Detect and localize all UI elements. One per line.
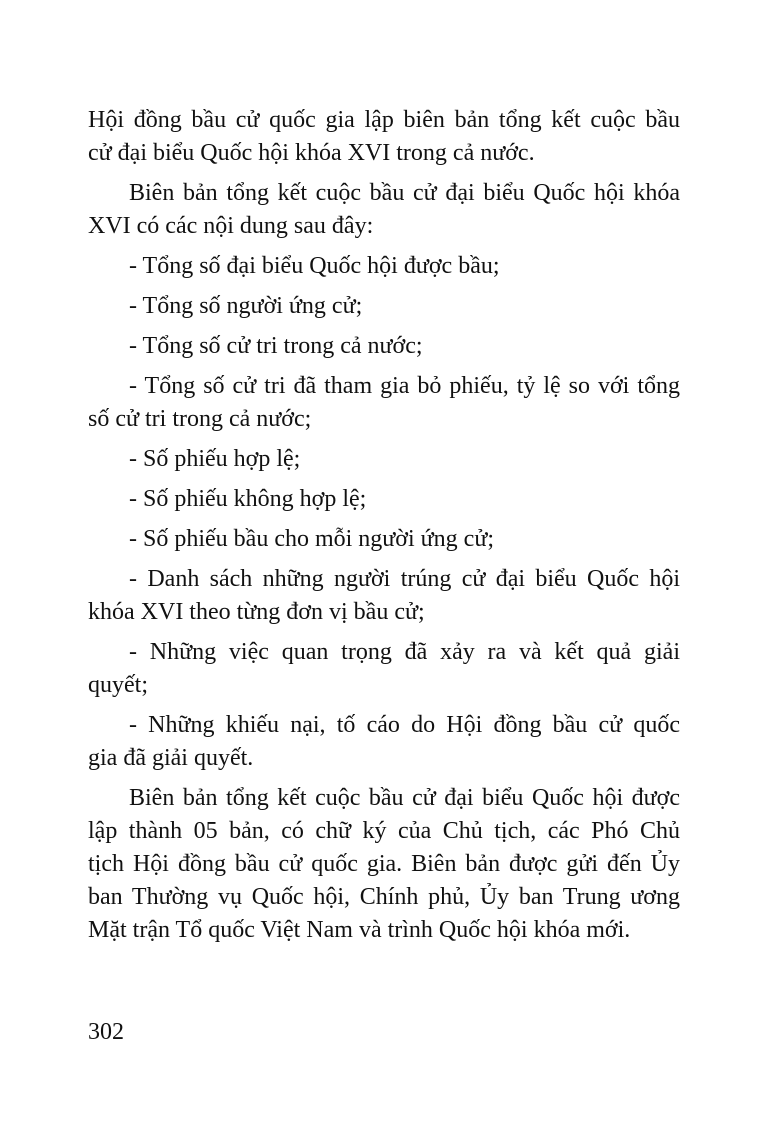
paragraph — [88, 290, 680, 323]
text-line: - Số phiếu hợp lệ; — [129, 446, 301, 472]
text-line: - Những việc quan trọng đã xảy ra và kết quả giải — [129, 639, 680, 665]
text-line: ban Thường vụ Quốc hội, Chính phủ, Ủy ban Trung ương — [88, 884, 680, 910]
page-body — [88, 104, 680, 954]
text-line: XVI có các nội dung sau đây: — [88, 213, 374, 239]
paragraph — [88, 250, 680, 283]
text-line: - Những khiếu nại, tố cáo do Hội đồng bầu cử quốc — [129, 712, 680, 738]
paragraph — [88, 370, 680, 436]
paragraph — [88, 177, 680, 243]
text-line: - Tổng số cử tri đã tham gia bỏ phiếu, tỷ lệ so với tổng — [129, 373, 680, 399]
text-line: khóa XVI theo từng đơn vị bầu cử; — [88, 599, 425, 625]
paragraph — [88, 523, 680, 556]
paragraph — [88, 709, 680, 775]
text-line: Biên bản tổng kết cuộc bầu cử đại biểu Quốc hội được — [129, 785, 680, 811]
text-line: - Số phiếu bầu cho mỗi người ứng cử; — [129, 526, 495, 552]
paragraph — [88, 330, 680, 363]
paragraph — [88, 782, 680, 947]
text-line: Biên bản tổng kết cuộc bầu cử đại biểu Quốc hội khóa — [129, 180, 680, 206]
text-line: quyết; — [88, 672, 148, 698]
text-line: - Tổng số đại biểu Quốc hội được bầu; — [129, 253, 500, 279]
text-line: Mặt trận Tổ quốc Việt Nam và trình Quốc hội khóa mới. — [88, 917, 631, 943]
paragraph — [88, 636, 680, 702]
paragraph — [88, 483, 680, 516]
text-line: - Danh sách những người trúng cử đại biểu Quốc hội — [129, 566, 680, 592]
text-line: Hội đồng bầu cử quốc gia lập biên bản tổng kết cuộc bầu — [88, 107, 680, 133]
page-number: 302 — [88, 1019, 124, 1045]
text-line: tịch Hội đồng bầu cử quốc gia. Biên bản được gửi đến Ủy — [88, 851, 680, 877]
text-line: lập thành 05 bản, có chữ ký của Chủ tịch, các Phó Chủ — [88, 818, 680, 844]
text-line: - Tổng số người ứng cử; — [129, 293, 363, 319]
paragraph — [88, 443, 680, 476]
text-line: - Số phiếu không hợp lệ; — [129, 486, 367, 512]
paragraph — [88, 104, 680, 170]
paragraph — [88, 563, 680, 629]
text-line: gia đã giải quyết. — [88, 745, 254, 771]
text-line: cử đại biểu Quốc hội khóa XVI trong cả nước. — [88, 140, 535, 166]
text-line: - Tổng số cử tri trong cả nước; — [129, 333, 423, 359]
text-line: số cử tri trong cả nước; — [88, 406, 312, 432]
